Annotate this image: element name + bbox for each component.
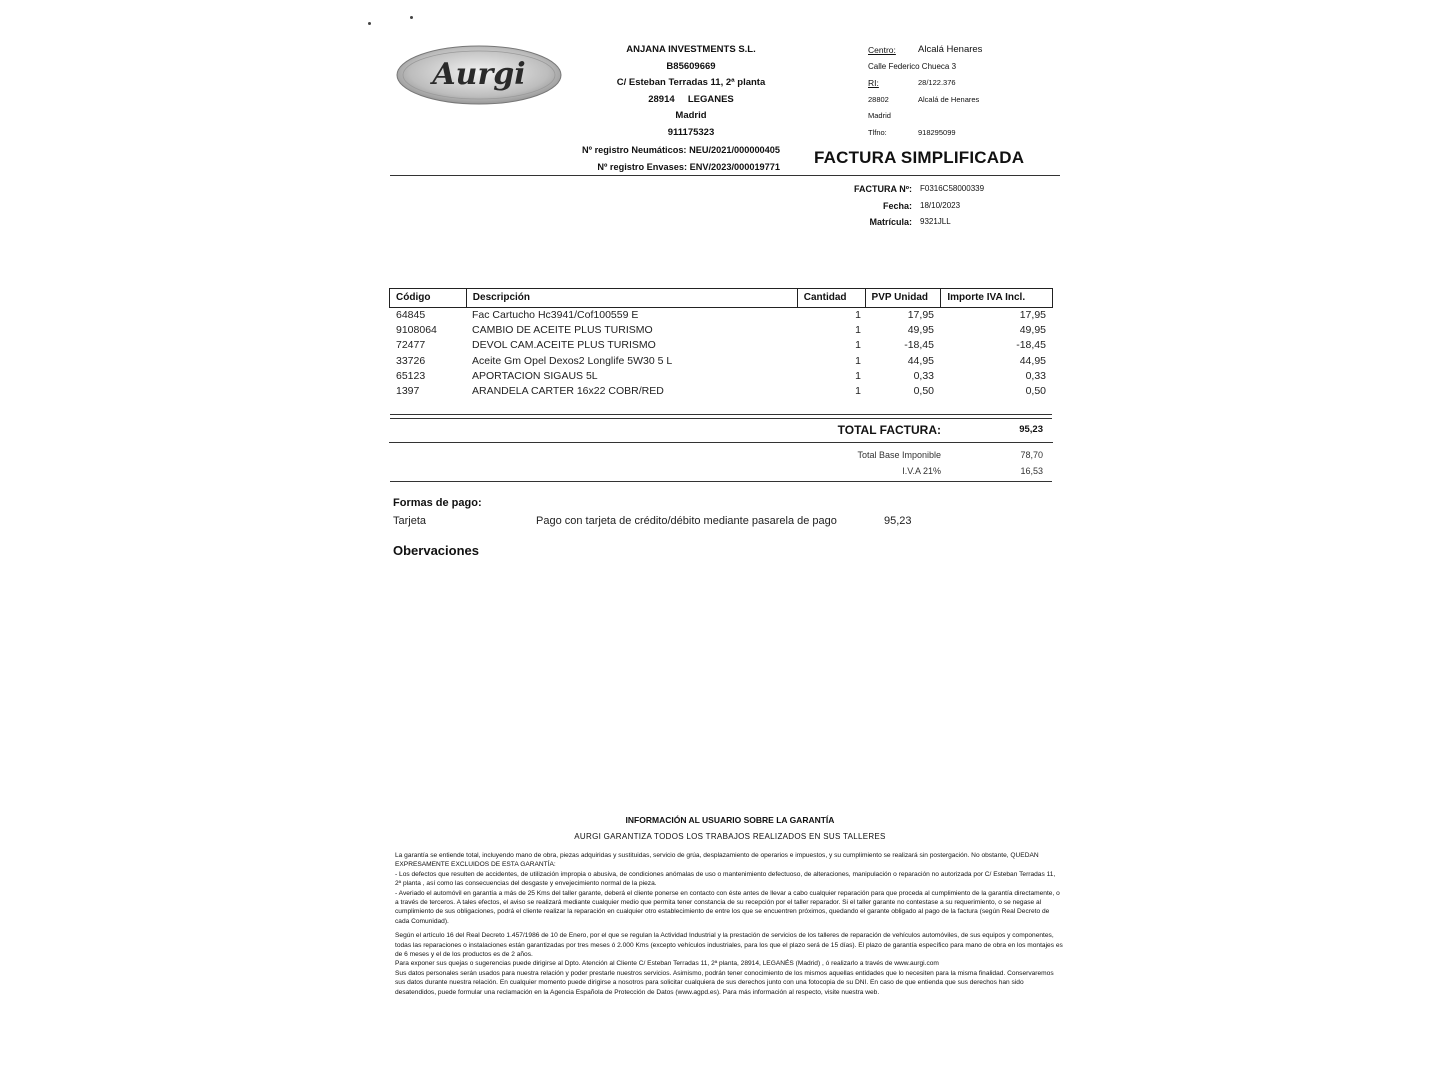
tel-value: 918295099 [918, 127, 956, 137]
reg-neu-label: Nº registro Neumáticos: [582, 145, 687, 155]
payment-amount: 95,23 [884, 515, 912, 527]
guarantee-title: INFORMACIÓN AL USUARIO SOBRE LA GARANTÍA [625, 815, 835, 825]
observations-title: Obervaciones [393, 543, 479, 558]
cell-code: 65123 [396, 369, 426, 382]
cell-total: -18,45 [1016, 339, 1046, 352]
cell-code: 72477 [396, 339, 426, 352]
payment-title: Formas de pago: [393, 497, 482, 509]
cell-desc: APORTACION SIGAUS 5L [472, 369, 598, 382]
guarantee-subtitle: AURGI GARANTIZA TODOS LOS TRABAJOS REALIZADOS EN SUS TALLERES [574, 832, 886, 841]
centro-cp: 28802 [868, 94, 889, 104]
cell-qty: 1 [855, 384, 861, 397]
table-body [389, 308, 1053, 399]
cell-qty: 1 [855, 324, 861, 337]
invoice-date: 18/10/2023 [920, 200, 961, 210]
cell-desc: CAMBIO DE ACEITE PLUS TURISMO [472, 324, 653, 337]
cell-total: 17,95 [1019, 309, 1046, 321]
cell-total: 0,50 [1025, 384, 1046, 397]
cell-code: 1397 [396, 384, 420, 397]
guarantee-paragraph: Según el artículo 16 del Real Decreto 1.457/1986 de 10 de Enero, por el que se regulan la Actividad Industrial y la prestación de servicios de los talleres de reparación de vehículos automóviles, de sus equipos y componentes, todas las reparaciones o instalaciones están garantizadas por tres meses ó 2.000 Kms (excepto vehículos industriales, para los que el plazo será de 15 días). El plazo de garantía específico para mano de obra en los montajes es de 6 meses y el de los productos es de 2 años. [395, 932, 1063, 959]
document-title: FACTURA SIMPLIFICADA [814, 148, 1025, 167]
totals-block [389, 418, 1053, 479]
cell-code: 33726 [396, 354, 426, 367]
table-row [389, 369, 1053, 384]
cell-unit: -18,45 [904, 339, 934, 352]
header-pvp-unidad: PVP Unidad [865, 289, 941, 307]
plate-label: Matrícula: [869, 217, 912, 227]
base-row [389, 448, 1053, 464]
cell-qty: 1 [855, 339, 861, 352]
payment-row [393, 515, 953, 527]
cell-unit: 44,95 [907, 354, 934, 367]
cell-total: 44,95 [1019, 354, 1046, 367]
header-cantidad: Cantidad [797, 289, 865, 307]
centro-label: Centro: [868, 45, 896, 55]
header-importe: Importe IVA Incl. [940, 289, 1052, 307]
cell-unit: 0,50 [913, 384, 934, 397]
guarantee-paragraph: - Los defectos que resulten de accidentes, de utilización impropia o abusiva, de condiciones anómalas de uso o mantenimiento defectuoso, de alteraciones, manipulación o reparación no autorizada por C/ Esteban Terradas 11, 2ª planta , así como las consecuencias del desgaste y envejecimiento normal de la pieza. [395, 870, 1056, 888]
company-address: C/ Esteban Terradas 11, 2ª planta [616, 77, 766, 89]
centro-city: Alcalá de Henares [918, 94, 980, 104]
table-bottom-divider [390, 414, 1052, 415]
iva-value: 16,53 [1020, 465, 1043, 476]
iva-label: I.V.A 21% [902, 465, 941, 476]
cell-code: 64845 [396, 309, 426, 321]
total-value: 95,23 [1019, 424, 1043, 435]
base-value: 78,70 [1020, 450, 1043, 460]
table-row [389, 338, 1053, 353]
table-row [389, 354, 1053, 369]
cell-total: 0,33 [1025, 369, 1046, 382]
guarantee-body [395, 851, 1063, 1002]
total-row [389, 418, 1053, 442]
reg-env-label: Nº registro Envases: [597, 161, 688, 172]
invoice-meta [810, 181, 1060, 231]
cell-qty: 1 [855, 309, 861, 321]
invoice-number: F0316C58000339 [920, 184, 985, 193]
payment-description: Pago con tarjeta de crédito/débito mediante pasarela de pago [536, 515, 837, 527]
centro-name: Alcalá Henares [918, 44, 983, 55]
header-codigo: Código [396, 292, 431, 303]
company-phone: 911175323 [667, 126, 715, 138]
table-row [389, 384, 1053, 399]
reg-neu-value: NEU/2021/000000405 [689, 145, 780, 155]
total-label: TOTAL FACTURA: [837, 423, 941, 437]
cell-total: 49,95 [1019, 324, 1046, 337]
cell-desc: ARANDELA CARTER 16x22 COBR/RED [472, 384, 664, 397]
header-divider [390, 175, 1060, 176]
cell-desc: Aceite Gm Opel Dexos2 Longlife 5W30 5 L [472, 354, 673, 367]
totals-bottom-divider [390, 481, 1052, 482]
reg-env-value: ENV/2023/000019771 [689, 161, 780, 172]
cell-unit: 0,33 [913, 369, 934, 382]
cell-qty: 1 [855, 369, 861, 382]
tel-label: Tlfno: [868, 127, 887, 137]
table-header [389, 288, 1053, 308]
guarantee-paragraph: - Averiado el automóvil en garantía a más de 25 Kms del taller garante, deberá el cliente ponerse en contacto con éste antes de llevar a cabo cualquier reparación para que proceda al cumplimiento de la garantía directamente, o a través de terceros. A tales efectos, el aviso se realizará mediante cualquier medio que permita tener constancia de su recepción por el taller reparador. Si el taller garante no contestase a su requerimiento, o se negase al cumplimiento de sus obligaciones, podrá el cliente realizar la reparación en cualquier otro establecimiento de entre los que se encuentren próximos, quedando el garante obligado al pago de la factura (según Real Decreto de cada Comunidad). [395, 889, 1060, 925]
date-label: Fecha: [882, 200, 912, 211]
items-table [389, 288, 1053, 399]
iva-row [389, 464, 1053, 480]
centro-street: Calle Federico Chueca 3 [868, 61, 957, 71]
company-name: ANJANA INVESTMENTS S.L. [626, 44, 756, 55]
company-cif: B85609669 [666, 60, 716, 72]
plate-number: 9321JLL [920, 217, 951, 226]
ri-value: 28/122.376 [918, 78, 956, 88]
guarantee-paragraph: Para exponer sus quejas o sugerencias puede dirigirse al Dpto. Atención al Cliente C/ Esteban Terradas 11, 2ª planta, 28914, LEGANÉS (Madrid) , ó realizarlo a través de www.aurgi.com [395, 960, 939, 968]
scan-speck [368, 22, 371, 25]
scan-speck [410, 16, 413, 19]
logo-wordmark: Aurgi [432, 57, 526, 92]
company-province: Madrid [675, 110, 707, 122]
header-descripcion: Descripción [466, 289, 797, 307]
aurgi-logo [396, 44, 562, 106]
payment-method: Tarjeta [393, 515, 427, 527]
base-label: Total Base Imponible [857, 450, 941, 460]
cell-unit: 17,95 [907, 309, 934, 321]
company-postal: 28914 LEGANES [648, 93, 734, 105]
invoice-number-label: FACTURA Nº: [854, 184, 912, 194]
cell-unit: 49,95 [907, 324, 934, 337]
cell-desc: Fac Cartucho Hc3941/Cof100559 E [472, 309, 639, 321]
ri-label: RI: [868, 78, 879, 89]
cell-code: 9108064 [396, 324, 437, 337]
table-row [389, 308, 1053, 323]
cell-qty: 1 [855, 354, 861, 367]
guarantee-paragraph: Sus datos personales serán usados para nuestra relación y poder prestarle nuestros servicios. Asimismo, podrán tener conocimiento de los mismos aquellas entidades que lo necesiten para la misma finalidad. Conservaremos sus datos durante nuestra relación. En cualquier momento puede dirigirse a nosotros para solicitar cualquiera de sus derechos junto con una fotocopia de su DNI. En caso de que entienda que sus derechos han sido desatendidos, puede formular una reclamación en la Agencia Española de Protección de Datos (www.agpd.es). Para más información al respecto, visite nuestra web. [395, 969, 1054, 996]
cell-desc: DEVOL CAM.ACEITE PLUS TURISMO [472, 339, 656, 352]
centro-info [868, 42, 1068, 142]
table-row [389, 323, 1053, 338]
centro-province: Madrid [868, 111, 891, 121]
registry-block [540, 142, 780, 175]
guarantee-paragraph: La garantía se entiende total, incluyendo mano de obra, piezas adquiridas y sustituidas, servicio de grúa, desplazamiento de operarios e impuestos, y su cumplimiento se realizará sin postergación. No obstante, QUEDAN EXPRESAMENTE EXCLUIDOS DE ESTA GARANTÍA: [395, 852, 1039, 869]
company-info [546, 42, 836, 142]
